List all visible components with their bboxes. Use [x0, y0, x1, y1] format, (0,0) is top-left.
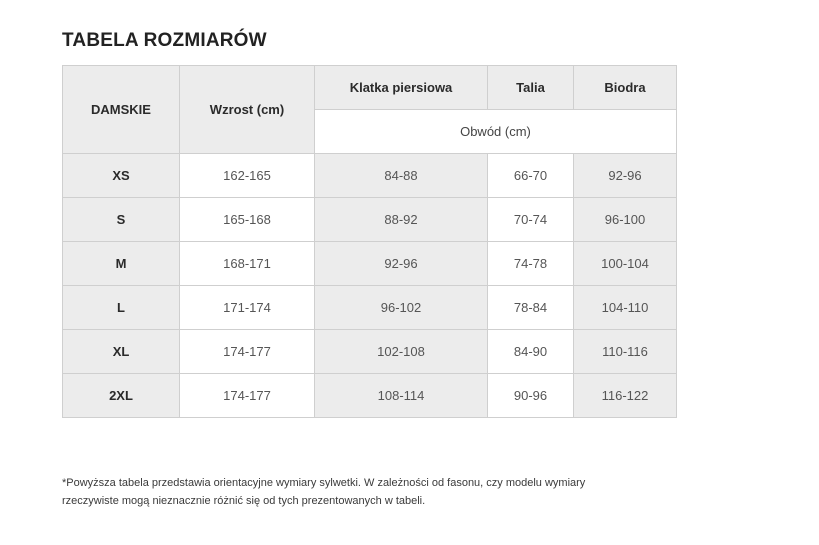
waist-cell: 66-70	[488, 154, 574, 198]
footnote-line: *Powyższa tabela przedstawia orientacyjne wymiary sylwetki. W zależności od fasonu, czy modelu wymiary	[62, 477, 586, 489]
header-height: Wzrost (cm)	[180, 66, 315, 154]
height-cell: 168-171	[180, 242, 315, 286]
height-cell: 174-177	[180, 374, 315, 418]
hips-cell: 116-122	[574, 374, 677, 418]
waist-cell: 74-78	[488, 242, 574, 286]
bust-cell: 84-88	[315, 154, 488, 198]
table-row	[63, 242, 677, 286]
size-label: 2XL	[63, 374, 180, 418]
hips-cell: 96-100	[574, 198, 677, 242]
size-label: L	[63, 286, 180, 330]
size-chart-table	[62, 65, 677, 418]
hips-cell: 104-110	[574, 286, 677, 330]
header-circumference: Obwód (cm)	[315, 110, 677, 154]
bust-cell: 96-102	[315, 286, 488, 330]
height-cell: 165-168	[180, 198, 315, 242]
size-label: XS	[63, 154, 180, 198]
table-row	[63, 374, 677, 418]
header-hips: Biodra	[574, 66, 677, 110]
height-cell: 174-177	[180, 330, 315, 374]
table-header-row	[63, 66, 677, 110]
header-waist: Talia	[488, 66, 574, 110]
bust-cell: 88-92	[315, 198, 488, 242]
waist-cell: 84-90	[488, 330, 574, 374]
hips-cell: 92-96	[574, 154, 677, 198]
waist-cell: 90-96	[488, 374, 574, 418]
waist-cell: 78-84	[488, 286, 574, 330]
height-cell: 171-174	[180, 286, 315, 330]
waist-cell: 70-74	[488, 198, 574, 242]
size-label: M	[63, 242, 180, 286]
bust-cell: 108-114	[315, 374, 488, 418]
table-row	[63, 330, 677, 374]
header-category: DAMSKIE	[63, 66, 180, 154]
height-cell: 162-165	[180, 154, 315, 198]
header-bust: Klatka piersiowa	[315, 66, 488, 110]
bust-cell: 92-96	[315, 242, 488, 286]
size-label: XL	[63, 330, 180, 374]
page-title: TABELA ROZMIARÓW	[62, 30, 267, 51]
footnote	[62, 474, 702, 510]
table-row	[63, 286, 677, 330]
table-row	[63, 198, 677, 242]
table-row	[63, 154, 677, 198]
hips-cell: 100-104	[574, 242, 677, 286]
bust-cell: 102-108	[315, 330, 488, 374]
size-label: S	[63, 198, 180, 242]
footnote-line: rzeczywiste mogą nieznacznie różnić się od tych prezentowanych w tabeli.	[62, 495, 426, 507]
hips-cell: 110-116	[574, 330, 677, 374]
